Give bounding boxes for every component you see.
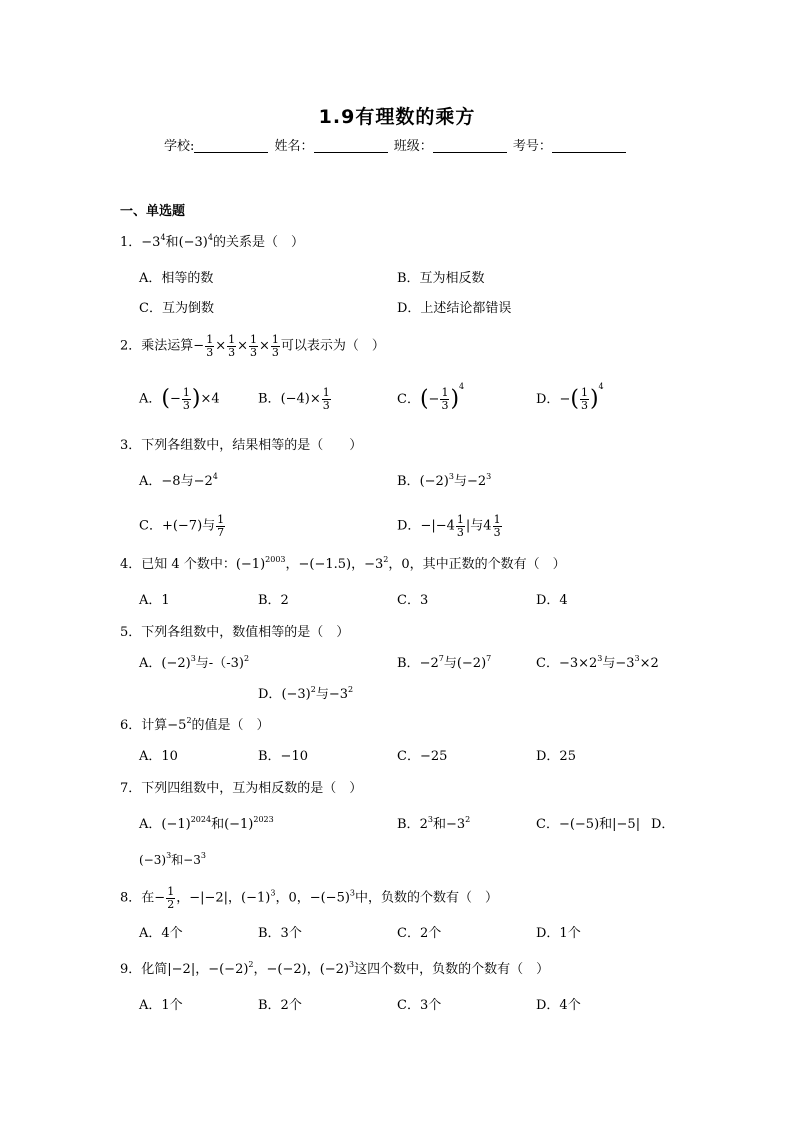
expr: (−3) bbox=[178, 235, 208, 250]
expr: 与(−2) bbox=[443, 656, 487, 671]
option-b: B．−10 bbox=[258, 749, 308, 764]
expr: −|−4 bbox=[420, 518, 455, 534]
times: × bbox=[237, 338, 249, 354]
id-blank bbox=[552, 140, 626, 153]
expr: ×2 bbox=[639, 656, 659, 671]
id-label: 考号： bbox=[512, 139, 552, 154]
fraction bbox=[249, 334, 258, 358]
text: 在 bbox=[141, 890, 155, 906]
numerator: 1 bbox=[493, 513, 501, 526]
option-c: C．2个 bbox=[397, 926, 442, 941]
option-d bbox=[258, 685, 354, 702]
option-a bbox=[139, 815, 274, 832]
section-heading: 一、单选题 bbox=[120, 204, 186, 219]
exponent: 3 bbox=[200, 851, 206, 860]
exponent: 3 bbox=[448, 472, 454, 481]
exponent: 4 bbox=[459, 382, 465, 391]
expr: 计算−5 bbox=[141, 718, 187, 733]
option-a: A．10 bbox=[139, 749, 178, 764]
option-b bbox=[397, 654, 492, 671]
numerator: 1 bbox=[456, 513, 464, 526]
fraction bbox=[166, 886, 175, 910]
option-b: B．互为相反数 bbox=[397, 271, 485, 286]
name-blank bbox=[314, 140, 388, 153]
denominator: 3 bbox=[322, 398, 330, 412]
exponent: 3 bbox=[190, 654, 196, 663]
expr: (−3) bbox=[139, 853, 167, 867]
option-label: C． bbox=[536, 817, 559, 832]
paren: ( bbox=[419, 386, 429, 412]
question-number: 2． bbox=[120, 338, 142, 354]
exponent: 4 bbox=[598, 382, 604, 391]
option-b: B．2个 bbox=[258, 998, 302, 1013]
expr: ，−|−2|， bbox=[176, 890, 242, 906]
option-d bbox=[397, 514, 503, 538]
question-number: 9． bbox=[120, 962, 142, 977]
expr: 和−3 bbox=[171, 853, 201, 867]
expr: +(−7) bbox=[161, 518, 203, 534]
denominator: 7 bbox=[217, 525, 225, 539]
text: 乘法运算 bbox=[141, 338, 194, 354]
numerator: 1 bbox=[322, 386, 330, 399]
option-label: D． bbox=[397, 518, 421, 534]
exponent: 2 bbox=[310, 685, 316, 694]
text: 的值是（ ） bbox=[191, 718, 270, 733]
numerator: 1 bbox=[182, 386, 190, 399]
question-6 bbox=[120, 716, 270, 733]
school-blank bbox=[194, 140, 268, 153]
numerator: 1 bbox=[250, 333, 258, 346]
expr: 与−3 bbox=[315, 687, 349, 702]
option-label: C． bbox=[536, 656, 559, 671]
text: 与 bbox=[453, 474, 467, 489]
option-c bbox=[536, 818, 640, 831]
exponent: 3 bbox=[349, 888, 356, 898]
expr: 4 bbox=[483, 518, 492, 534]
option-d bbox=[139, 851, 206, 867]
option-d: D．4个 bbox=[536, 998, 581, 1013]
option-a: A．4个 bbox=[139, 926, 183, 941]
expr: ，−(−2)， bbox=[253, 962, 320, 977]
question-1 bbox=[120, 233, 304, 250]
student-info-line bbox=[164, 140, 628, 153]
option-d-label: D． bbox=[651, 817, 675, 832]
option-a: A．1个 bbox=[139, 998, 183, 1013]
exponent: 3 bbox=[349, 960, 355, 969]
expr: (−2) bbox=[419, 474, 449, 489]
option-label: B． bbox=[258, 391, 281, 407]
question-3 bbox=[120, 439, 362, 452]
school-label: 学校: bbox=[164, 139, 195, 154]
paren: ( bbox=[161, 386, 170, 412]
denominator: 3 bbox=[456, 525, 464, 539]
paren: ) bbox=[191, 386, 201, 412]
exponent: 2 bbox=[348, 685, 354, 694]
exponent: 4 bbox=[160, 233, 166, 242]
exponent: 4 bbox=[207, 233, 213, 242]
text: 与 bbox=[470, 518, 484, 534]
question-text: 下列各组数中，结果相等的是（ ） bbox=[141, 438, 363, 453]
option-c: C．3个 bbox=[397, 998, 442, 1013]
numerator: 1 bbox=[206, 333, 214, 346]
expr: −2 bbox=[466, 474, 487, 489]
expr: (−2) bbox=[319, 962, 350, 977]
denominator: 3 bbox=[441, 399, 449, 412]
option-label: A． bbox=[139, 656, 162, 671]
text: 与 bbox=[202, 518, 216, 534]
expr: ×4 bbox=[200, 391, 220, 407]
option-label: B． bbox=[397, 656, 420, 671]
expr: −(−5)和|−5| bbox=[558, 817, 641, 832]
exponent: 3 bbox=[427, 815, 433, 824]
denominator: 3 bbox=[182, 398, 190, 412]
exponent: 3 bbox=[597, 654, 603, 663]
expr: −2 bbox=[193, 474, 213, 489]
question-text: 下列各组数中，数值相等的是（ ） bbox=[141, 625, 350, 640]
numerator: 1 bbox=[271, 333, 279, 346]
option-label: A． bbox=[139, 391, 162, 407]
fraction bbox=[182, 387, 191, 411]
option-label: B． bbox=[397, 474, 420, 489]
question-5 bbox=[120, 626, 349, 639]
expr: −3 bbox=[141, 235, 161, 250]
numerator: 1 bbox=[217, 513, 225, 526]
expr: −2 bbox=[419, 656, 439, 671]
expr: −8 bbox=[161, 474, 181, 489]
expr: 和(−1) bbox=[211, 817, 254, 832]
question-9 bbox=[120, 960, 550, 977]
question-8 bbox=[120, 886, 498, 910]
option-c bbox=[397, 382, 465, 412]
option-label: C． bbox=[139, 518, 162, 534]
option-b: B．3个 bbox=[258, 926, 302, 941]
exponent: 7 bbox=[438, 654, 444, 663]
paren: ( bbox=[570, 386, 579, 412]
question-number: 5． bbox=[120, 625, 142, 640]
fraction bbox=[456, 514, 465, 538]
times: × bbox=[215, 338, 227, 354]
fraction bbox=[440, 387, 449, 411]
question-2 bbox=[120, 334, 385, 358]
expr: 化简|−2|， bbox=[141, 962, 209, 977]
option-c: C．3 bbox=[397, 593, 429, 608]
denominator: 2 bbox=[167, 897, 175, 911]
option-d: D．1个 bbox=[536, 926, 581, 941]
text: 的关系是（ ） bbox=[212, 235, 304, 250]
denominator: 3 bbox=[228, 345, 236, 359]
exponent: 2023 bbox=[253, 815, 274, 824]
expr: 与−3 bbox=[602, 656, 635, 671]
times: × bbox=[259, 338, 270, 354]
expr: (−2) bbox=[161, 656, 191, 671]
paren: ) bbox=[450, 386, 460, 412]
question-number: 1． bbox=[120, 235, 142, 250]
expr: −(−5) bbox=[309, 890, 350, 906]
option-c bbox=[139, 514, 226, 538]
fraction bbox=[227, 334, 236, 358]
option-a: A．相等的数 bbox=[139, 271, 214, 286]
expr: −3×2 bbox=[558, 656, 598, 671]
exponent: 7 bbox=[486, 654, 492, 663]
denominator: 3 bbox=[271, 345, 279, 359]
fraction bbox=[580, 387, 589, 411]
expr: (−1) bbox=[161, 817, 191, 832]
minus: − bbox=[559, 392, 571, 407]
expr: ，−(−1.5)，−3 bbox=[285, 557, 384, 572]
name-label: 姓名： bbox=[274, 139, 314, 154]
expr: 2 bbox=[419, 817, 428, 832]
minus: − bbox=[169, 391, 181, 407]
text: 和 bbox=[165, 235, 179, 250]
expr: (−3) bbox=[281, 687, 311, 702]
option-a bbox=[139, 654, 250, 671]
exponent: 3 bbox=[634, 654, 640, 663]
option-c: C．−25 bbox=[397, 749, 448, 764]
question-number: 4． bbox=[120, 557, 142, 572]
option-b bbox=[397, 472, 492, 489]
question-number: 7． bbox=[120, 781, 142, 796]
question-number: 8． bbox=[120, 890, 142, 906]
expr: (−1) bbox=[235, 557, 266, 572]
text: 已知 4 个数中： bbox=[141, 557, 236, 572]
option-c bbox=[536, 654, 659, 671]
option-label: C． bbox=[397, 392, 420, 407]
exponent: 4 bbox=[212, 472, 218, 481]
numerator: 1 bbox=[167, 885, 175, 898]
option-label: D． bbox=[536, 392, 560, 407]
question-4 bbox=[120, 555, 566, 572]
minus: − bbox=[154, 890, 166, 906]
exponent: 3 bbox=[270, 888, 276, 898]
option-b bbox=[397, 815, 471, 832]
option-c: C．互为倒数 bbox=[139, 301, 214, 316]
question-text: 下列四组数中，互为相反数的是（ ） bbox=[141, 781, 363, 796]
text: 与 bbox=[180, 474, 194, 489]
option-label: D． bbox=[258, 687, 282, 702]
expr: −(−2) bbox=[208, 962, 249, 977]
numerator: 1 bbox=[580, 386, 588, 400]
exponent: 3 bbox=[486, 472, 492, 481]
denominator: 3 bbox=[206, 345, 214, 359]
fraction bbox=[493, 514, 502, 538]
expr: (−1) bbox=[241, 890, 271, 906]
minus: − bbox=[428, 392, 440, 407]
minus: − bbox=[193, 338, 205, 354]
expr: (−4)× bbox=[280, 391, 321, 407]
numerator: 1 bbox=[228, 333, 236, 346]
exponent: 2003 bbox=[265, 555, 286, 564]
option-d: D．上述结论都错误 bbox=[397, 301, 512, 316]
option-d: D．25 bbox=[536, 749, 576, 764]
text: 中，负数的个数有（ ） bbox=[355, 890, 499, 906]
expr: 与-（-3) bbox=[195, 656, 244, 671]
numerator: 1 bbox=[441, 386, 449, 400]
denominator: 3 bbox=[250, 345, 258, 359]
class-label: 班级： bbox=[393, 139, 433, 154]
page-title: 1.9有理数的乘方 bbox=[318, 106, 476, 128]
option-a bbox=[139, 472, 218, 489]
abs-bar: | bbox=[465, 518, 471, 534]
option-d: D．4 bbox=[536, 593, 568, 608]
fraction bbox=[271, 334, 280, 358]
option-a bbox=[139, 387, 220, 411]
fraction bbox=[322, 387, 331, 411]
option-label: A． bbox=[139, 817, 162, 832]
option-b bbox=[258, 387, 332, 411]
text: 可以表示为（ ） bbox=[280, 338, 385, 354]
exponent: 2 bbox=[248, 960, 254, 969]
exponent: 2 bbox=[383, 555, 389, 564]
option-a: A．1 bbox=[139, 593, 170, 608]
text: 这四个数中，负数的个数有（ ） bbox=[354, 962, 550, 977]
expr: 和−3 bbox=[432, 817, 466, 832]
text: ，0，其中正数的个数有（ ） bbox=[388, 557, 566, 572]
denominator: 3 bbox=[493, 525, 501, 539]
fraction bbox=[205, 334, 214, 358]
question-7 bbox=[120, 782, 362, 795]
exponent: 2 bbox=[243, 654, 250, 663]
class-blank bbox=[433, 140, 507, 153]
exponent: 2024 bbox=[190, 815, 212, 824]
option-d bbox=[536, 382, 604, 412]
exponent: 3 bbox=[166, 851, 172, 860]
expr: ，0， bbox=[275, 890, 310, 906]
question-number: 3． bbox=[120, 438, 142, 453]
exponent: 2 bbox=[186, 716, 192, 725]
exponent: 2 bbox=[465, 815, 471, 824]
fraction bbox=[216, 514, 225, 538]
option-label: A． bbox=[139, 474, 162, 489]
option-label: B． bbox=[397, 817, 420, 832]
option-b: B．2 bbox=[258, 593, 289, 608]
paren: ) bbox=[589, 386, 599, 412]
question-number: 6． bbox=[120, 718, 142, 733]
denominator: 3 bbox=[580, 399, 588, 412]
